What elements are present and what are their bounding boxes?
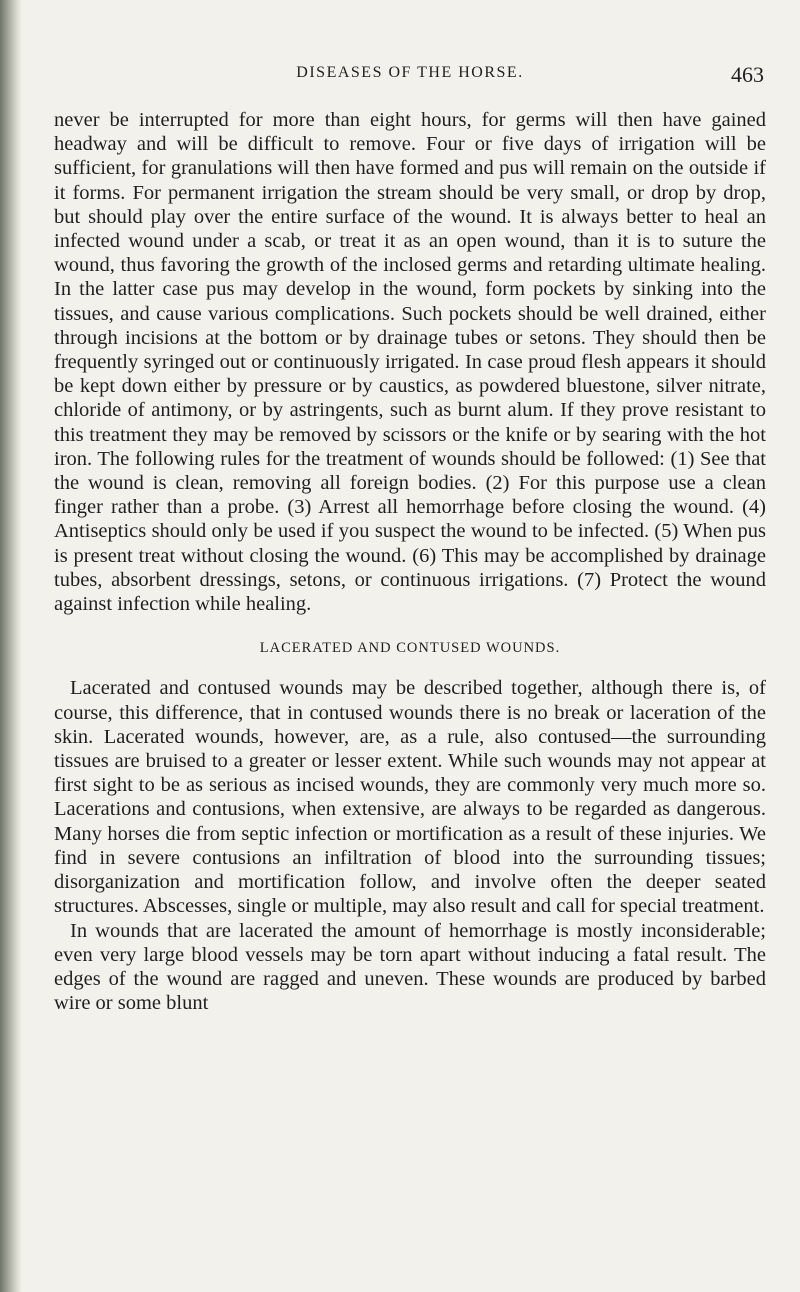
page-binding-gutter	[0, 0, 22, 1292]
paragraph: In wounds that are lacerated the amount of hemorrhage is mostly inconsiderable; even very large blood vessels may be torn apart without inducing a fatal result. The edges of the wound are ragged and uneven. These wounds are produced by barbed wire or some blunt	[54, 919, 766, 1015]
page-number: 463	[731, 62, 764, 87]
running-title: DISEASES OF THE HORSE.	[296, 64, 524, 81]
body-text	[54, 108, 766, 1015]
paragraph: Lacerated and contused wounds may be described together, although there is, of course, this difference, that in contused wounds there is no break or laceration of the skin. Lacerated wounds, however, are, as a rule, also contused—the surrounding tissues are bruised to a greater or lesser extent. While such wounds may not appear at first sight to be as serious as incised wounds, they are commonly very much more so. Lacerations and contusions, when extensive, are always to be regarded as dangerous. Many horses die from septic infection or mortification as a result of these injuries. We find in severe contusions an infiltration of blood into the surrounding tissues; disorganization and mortification follow, and involve often the deeper seated structures. Abscesses, single or multiple, may also result and call for special treatment.	[54, 677, 766, 918]
paragraph-continued: never be interrupted for more than eight hours, for germs will then have gained headway and will be difficult to remove. Four or five days of irrigation will be sufficient, for granulations will then have formed and pus will remain on the outside if it forms. For permanent irrigation the stream should be very small, or drop by drop, but should play over the entire surface of the wound. It is always better to heal an infected wound under a scab, or treat it as an open wound, than it is to suture the wound, thus favoring the growth of the inclosed germs and retarding ultimate healing. In the latter case pus may develop in the wound, form pockets by sinking into the tissues, and cause various complications. Such pockets should be well drained, either through incisions at the bottom or by drainage tubes or setons. They should then be frequently syringed out or continuously irrigated. In case proud flesh appears it should be kept down either by pressure or by caustics, as powdered bluestone, silver nitrate, chloride of antimony, or by astringents, such as burnt alum. If they prove resistant to this treatment they may be removed by scissors or the knife or by searing with the hot iron. The following rules for the treatment of wounds should be followed: (1) See that the wound is clean, removing all foreign bodies. (2) For this purpose use a clean finger rather than a probe. (3) Arrest all hemorrhage before closing the wound. (4) Antiseptics should only be used if you suspect the wound to be infected. (5) When pus is present treat without closing the wound. (6) This may be accomplished by drainage tubes, absorbent dressings, setons, or continuous irrigations. (7) Protect the wound against infection while healing.	[54, 109, 766, 616]
book-page	[54, 0, 766, 1292]
running-head	[54, 62, 766, 88]
section-heading: LACERATED AND CONTUSED WOUNDS.	[259, 640, 561, 657]
